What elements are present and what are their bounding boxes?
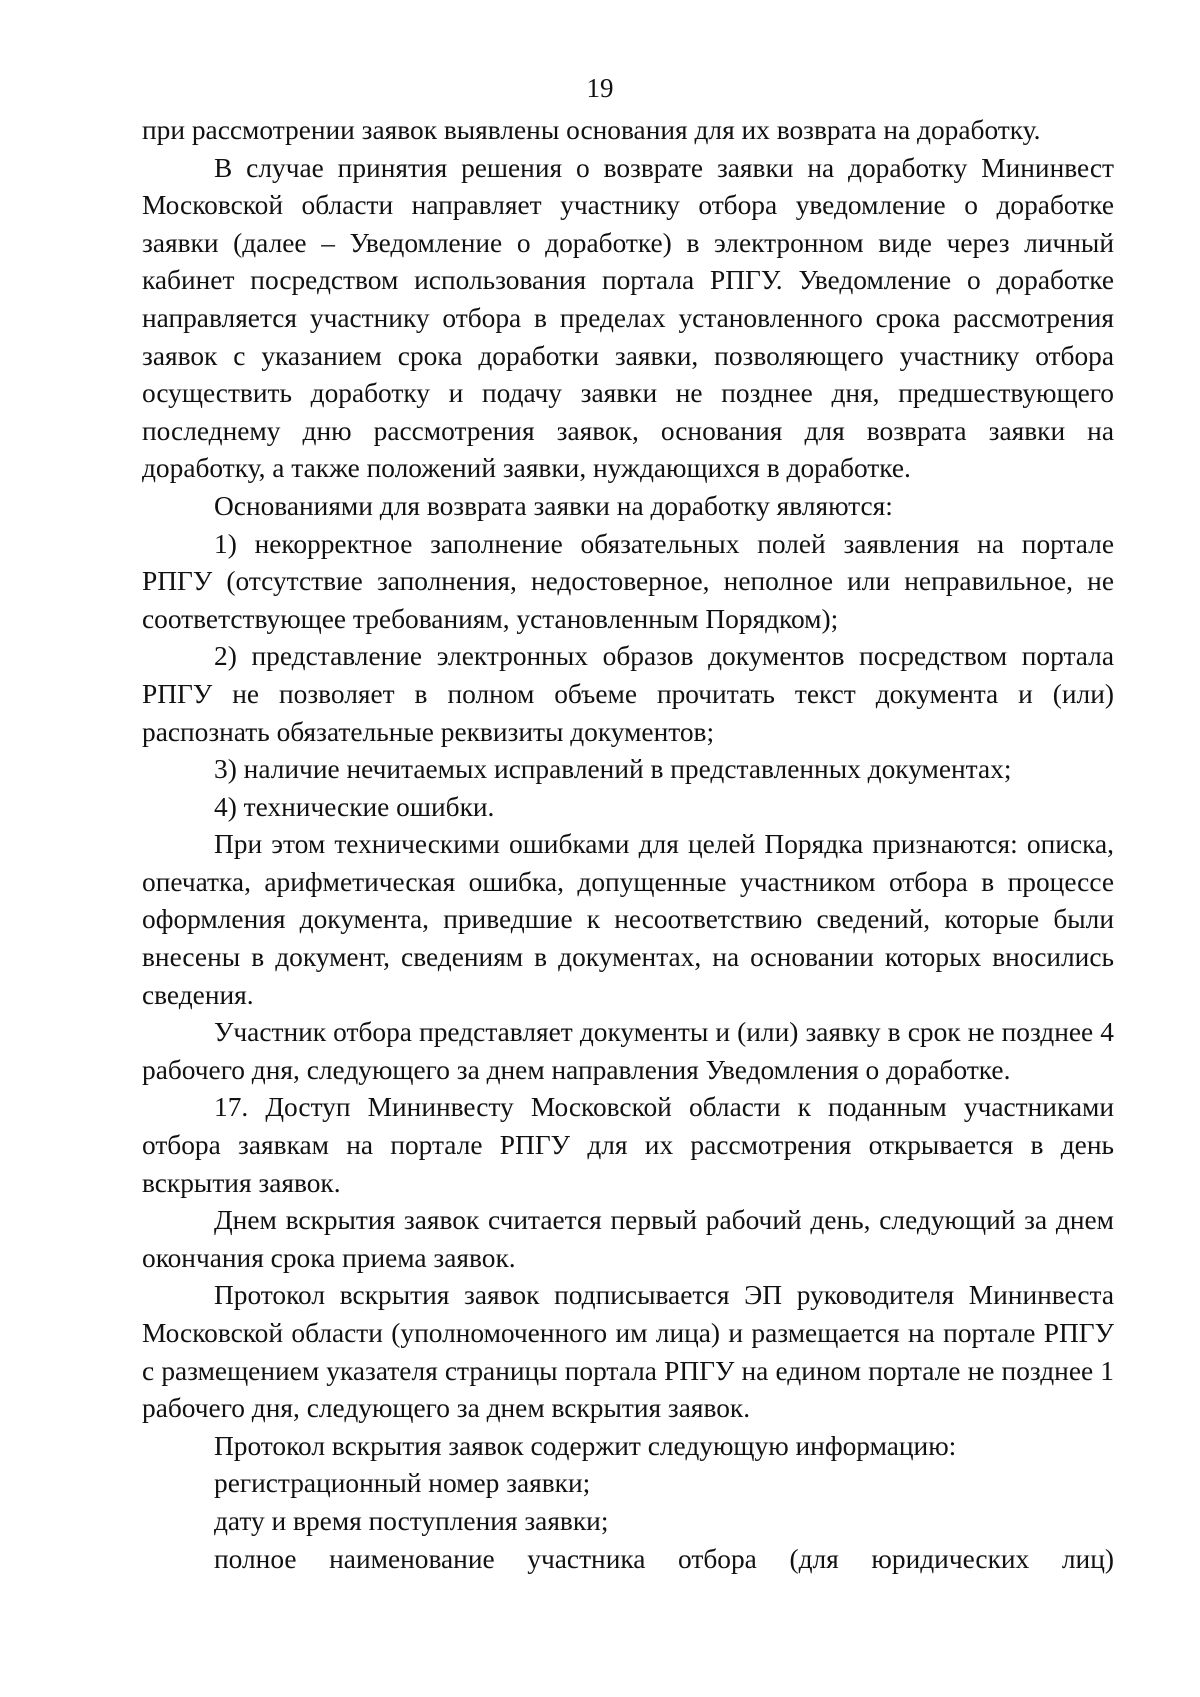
page-number: 19	[586, 73, 614, 103]
paragraph-2: В случае принятия решения о возврате заявки на доработку Мининвест Московской области направляет участнику отбора уведомление о доработке заявки (далее – Уведомление о доработке) в электронном виде через личный кабинет посредством использования портала РПГУ. Уведомление о доработке направляется участнику отбора в пределах установленного срока рассмотрения заявок с указанием срока доработки заявки, позволяющего участнику отбора осуществить доработку и подачу заявки не позднее дня, предшествующего последнему дню рассмотрения заявок, основания для возврата заявки на доработку, а также положений заявки, нуждающихся в доработке.	[142, 152, 1114, 484]
list-item-4: 4) технические ошибки.	[214, 791, 495, 822]
protocol-item-date-time: дату и время поступления заявки;	[214, 1505, 609, 1536]
list-item-1: 1) некорректное заполнение обязательных полей заявления на портале РПГУ (отсутствие заполнения, недостоверное, неполное или неправильное, не соответствующее требованиям, установленным Порядком);	[142, 528, 1114, 634]
list-item-3: 3) наличие нечитаемых исправлений в представленных документах;	[214, 754, 1012, 785]
document-body	[142, 112, 1114, 1578]
paragraph-protocol-signing: Протокол вскрытия заявок подписывается ЭП руководителя Мининвеста Московской области (уполномоченного им лица) и размещается на портале РПГУ с размещением указателя страницы портала РПГУ на едином портале не позднее 1 рабочего дня, следующего за днем вскрытия заявок.	[142, 1280, 1114, 1424]
paragraph-1: при рассмотрении заявок выявлены основания для их возврата на доработку.	[142, 115, 1041, 145]
list-item-2: 2) представление электронных образов документов посредством портала РПГУ не позволяет в полном объеме прочитать текст документа и (или) распознать обязательные реквизиты документов;	[142, 641, 1114, 747]
protocol-item-registration-number: регистрационный номер заявки;	[214, 1468, 591, 1499]
paragraph-deadline: Участник отбора представляет документы и (или) заявку в срок не позднее 4 рабочего дня, следующего за днем направления Уведомления о доработке.	[142, 1017, 1114, 1085]
protocol-item-full-name: полное наименование участника отбора (для юридических лиц)	[214, 1543, 1114, 1574]
paragraph-section-17: 17. Доступ Мининвесту Московской области к поданным участниками отбора заявкам на портале РПГУ для их рассмотрения открывается в день вскрытия заявок.	[142, 1092, 1114, 1198]
paragraph-technical-errors: При этом техническими ошибками для целей Порядка признаются: описка, опечатка, арифметическая ошибка, допущенные участником отбора в процессе оформления документа, приведшие к несоответствию сведений, которые были внесены в документ, сведениям в документах, на основании которых вносились сведения.	[142, 829, 1114, 1010]
paragraph-protocol-contents: Протокол вскрытия заявок содержит следующую информацию:	[214, 1430, 957, 1461]
paragraph-opening-day: Днем вскрытия заявок считается первый рабочий день, следующий за днем окончания срока приема заявок.	[142, 1205, 1114, 1273]
paragraph-3: Основаниями для возврата заявки на доработку являются:	[214, 490, 893, 521]
